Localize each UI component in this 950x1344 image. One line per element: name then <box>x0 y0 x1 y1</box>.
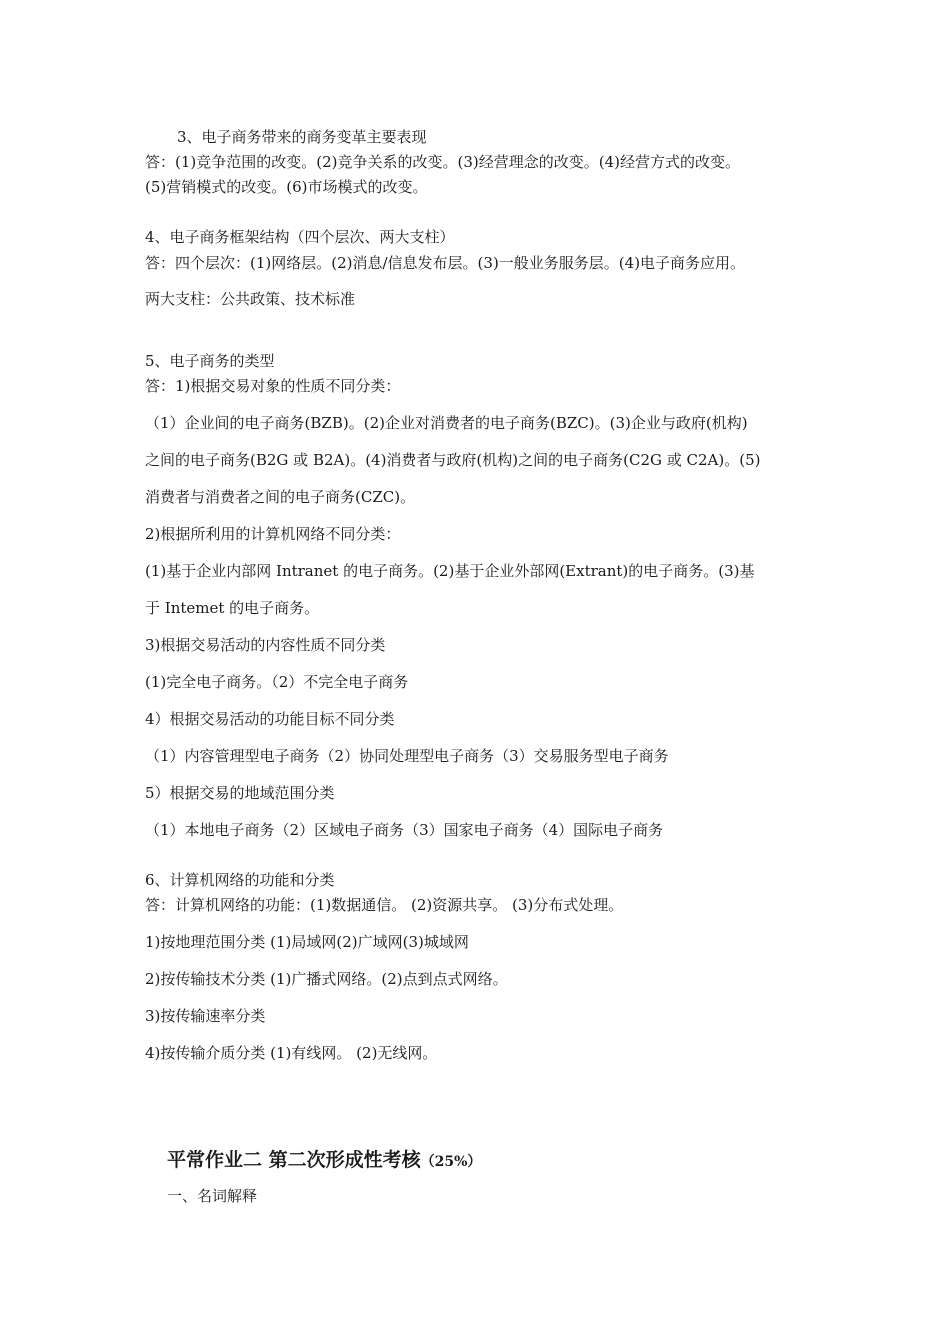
heading-q3: 3、电子商务带来的商务变革主要表现 <box>177 128 427 146</box>
subheading: 一、名词解释 <box>167 1187 258 1205</box>
answer-line: 4）根据交易活动的功能目标不同分类 <box>145 710 395 728</box>
answer-line: 答：(1)竞争范围的改变。(2)竞争关系的改变。(3)经营理念的改变。(4)经营方式的改变。 <box>145 153 740 171</box>
answer-line: 答：1)根据交易对象的性质不同分类： <box>145 377 401 395</box>
answer-line: （1）内容管理型电子商务（2）协同处理型电子商务（3）交易服务型电子商务 <box>145 747 669 765</box>
answer-line: (5)营销模式的改变。(6)市场模式的改变。 <box>145 178 428 196</box>
answer-line: 答：四个层次：(1)网络层。(2)消息/信息发布层。(3)一般业务服务层。(4)电子商务应用。 <box>145 254 746 272</box>
answer-line: (1)完全电子商务。（2）不完全电子商务 <box>145 673 409 691</box>
answer-line: 3)按传输速率分类 <box>145 1007 266 1025</box>
answer-line: 3)根据交易活动的内容性质不同分类 <box>145 636 386 654</box>
heading-q4: 4、电子商务框架结构（四个层次、两大支柱） <box>145 228 455 246</box>
answer-line: 于 Intemet 的电子商务。 <box>145 599 320 617</box>
answer-line: 之间的电子商务(B2G 或 B2A)。(4)消费者与政府(机构)之间的电子商务(C2G 或 C2A)。(5) <box>145 451 761 469</box>
section-title <box>167 1148 481 1174</box>
answer-line: 答：计算机网络的功能：(1)数据通信。 (2)资源共享。 (3)分布式处理。 <box>145 896 624 914</box>
answer-line: 两大支柱：公共政策、技术标准 <box>145 290 356 308</box>
section-title-text: 平常作业二 第二次形成性考核 <box>167 1149 421 1171</box>
answer-line: 1)按地理范围分类 (1)局域网(2)广域网(3)城域网 <box>145 933 469 951</box>
answer-line: （1）本地电子商务（2）区域电子商务（3）国家电子商务（4）国际电子商务 <box>145 821 664 839</box>
answer-line: 2)根据所利用的计算机网络不同分类： <box>145 525 401 543</box>
heading-q5: 5、电子商务的类型 <box>145 352 275 370</box>
answer-line: （1）企业间的电子商务(BZB)。(2)企业对消费者的电子商务(BZC)。(3)企业与政府(机构) <box>145 414 748 432</box>
answer-line: 4)按传输介质分类 (1)有线网。 (2)无线网。 <box>145 1044 438 1062</box>
answer-line: 5）根据交易的地域范围分类 <box>145 784 335 802</box>
answer-line: 消费者与消费者之间的电子商务(CZC)。 <box>145 488 416 506</box>
heading-q6: 6、计算机网络的功能和分类 <box>145 871 335 889</box>
answer-line: 2)按传输技术分类 (1)广播式网络。(2)点到点式网络。 <box>145 970 508 988</box>
section-title-percent: （25%） <box>420 1154 482 1170</box>
answer-line: (1)基于企业内部网 Intranet 的电子商务。(2)基于企业外部网(Extrant)的电子商务。(3)基 <box>145 562 755 580</box>
